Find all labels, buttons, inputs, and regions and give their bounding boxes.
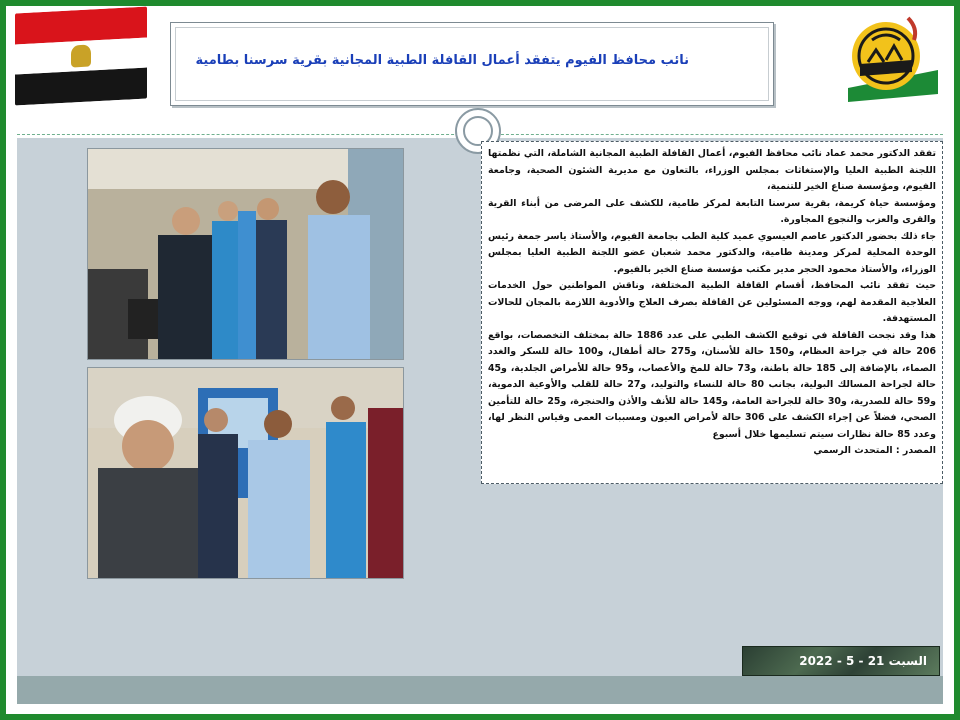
photo-official-with-patient <box>87 367 404 579</box>
fayoum-logo-icon <box>842 10 946 110</box>
article-source: المصدر : المتحدث الرسمي <box>813 445 936 456</box>
article-paragraph: حيث تفقد نائب المحافظ، أقسام القافلة الطبية المختلفة، وناقش المواطنين حول الخدمات العلاجية المقدمة لهم، ووجه المسئولين عن القافلة بصرف العلاج والأدوية اللازمة بالمجان للحالات المستهدفة. <box>488 280 936 324</box>
page-title: نائب محافظ الفيوم يتفقد أعمال القافلة الطبية المجانية بقرية سرسنا بطامية <box>195 53 689 68</box>
bottom-band <box>17 676 943 704</box>
egypt-flag-icon <box>15 7 147 106</box>
article-paragraph: ومؤسسة حياة كريمة، بقرية سرسنا التابعة لمركز طامية، للكشف على المرضى من أبناء القرية والقرى والعزب والنجوع المجاورة. <box>488 197 936 225</box>
article-paragraph: تفقد الدكتور محمد عماد نائب محافظ الفيوم، أعمال القافلة الطبية المجانية الشاملة، التي نظمتها اللجنة الطبية العليا والإستغاثات بمجلس الوزراء، بالتعاون مع مديرية الشئون الصحية، وجامعة الفيوم، ومؤسسة صناع الخير للتنمية، <box>488 148 936 192</box>
article-body <box>481 141 943 484</box>
article-paragraph: جاء ذلك بحضور الدكتور عاصم العيسوي عميد كلية الطب بجامعة الفيوم، والأستاذ ياسر جمعة رئيس الوحدة المحلية لمركز ومدينة طامية، والدكتور محمد شعبان عضو اللجنة الطبية العليا بمجلس الوزراء، والأستاذ محمود الحجر مدير مكتب مؤسسة صناع الخير بالفيوم. <box>488 230 936 275</box>
article-paragraph: هذا وقد نجحت القافلة في توقيع الكشف الطبي على عدد 1886 حالة بمختلف التخصصات، بواقع 206 حالة في جراحة العظام، و150 حالة للأسنان، و275 حالة أطفال، و100 حالة للسكر والغدد الصماء، بالإضافة إلى 185 حالة باطنة، و73 حالة للمخ والأعصاب، و95 حالة للأمراض الجلدية، و45 حالة لجراحة المسالك البولية، بجانب 80 حالة للنساء والتوليد، و27 حالة للقلب والأوعية الدموية، و59 حالة للصدرية، و30 حالة للجراحة العامة، و145 حالة للأنف والأذن والحنجرة، و25 حالة للتأمين الصحي، فضلاً عن إجراء الكشف على 306 حالة لأمراض العيون ومسببات العمى وقياس النظر لها، وعدد 85 حالة نظارات سيتم تسليمها خلال أسبوع <box>488 329 937 440</box>
photo-officials-corridor <box>87 148 404 360</box>
date-badge: السبت 21 - 5 - 2022 <box>742 646 940 676</box>
eagle-icon <box>71 44 91 67</box>
title-box <box>170 22 774 106</box>
